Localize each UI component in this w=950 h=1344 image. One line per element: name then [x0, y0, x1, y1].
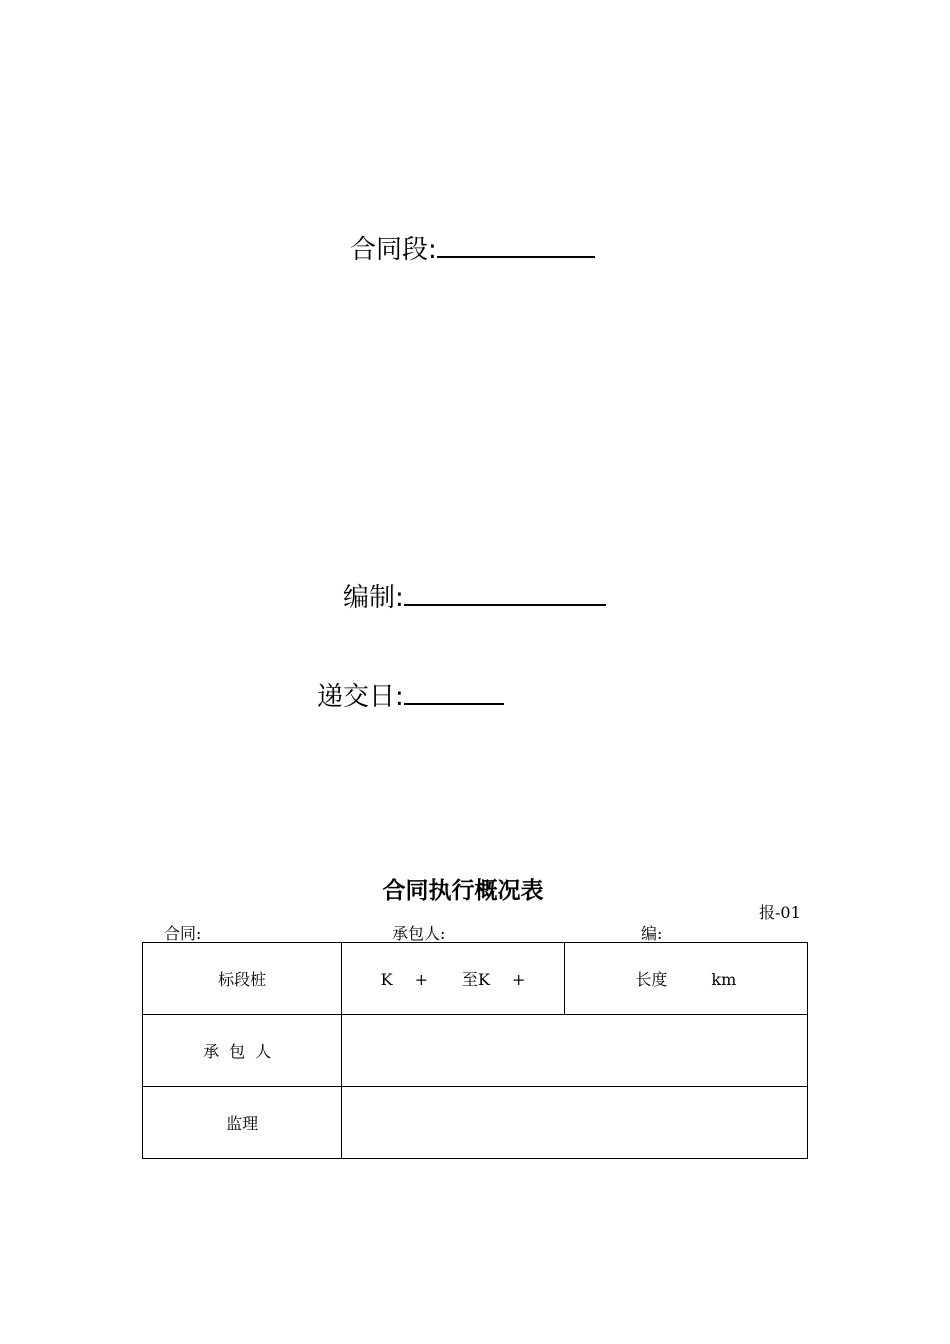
station-from-plus: + — [414, 970, 429, 989]
compiled-by-field — [343, 582, 606, 613]
header-number-label: 编: — [641, 924, 663, 943]
supervisor-value-cell[interactable] — [342, 1087, 808, 1159]
station-to-k: 至K — [462, 970, 490, 989]
length-unit: km — [711, 970, 737, 989]
table-row-station — [143, 943, 808, 1015]
submit-date-label: 递交日: — [317, 682, 404, 712]
header-contractor-label: 承包人: — [392, 924, 446, 943]
contract-section-label: 合同段: — [350, 235, 437, 265]
supervisor-label-cell — [143, 1087, 342, 1159]
form-title: 合同执行概况表 — [382, 878, 544, 904]
table-row-supervisor — [143, 1087, 808, 1159]
station-label-cell — [143, 943, 342, 1015]
station-range-cell[interactable] — [342, 943, 564, 1015]
contractor-value-cell[interactable] — [342, 1015, 808, 1087]
station-label: 标段桩 — [218, 970, 267, 989]
contractor-label: 承包人 — [203, 1042, 282, 1061]
contractor-label-cell — [143, 1015, 342, 1087]
overview-table — [142, 942, 808, 1159]
contract-section-field — [350, 234, 595, 265]
station-to-plus: + — [512, 970, 526, 989]
length-label: 长度 — [635, 970, 668, 989]
header-contract-label: 合同: — [164, 924, 202, 943]
supervisor-label: 监理 — [226, 1114, 259, 1133]
table-row-contractor — [143, 1015, 808, 1087]
form-code: 报-01 — [759, 903, 801, 922]
length-cell[interactable] — [564, 943, 807, 1015]
compiled-by-label: 编制: — [343, 583, 404, 613]
station-from-k: K — [380, 970, 393, 989]
contract-section-blank[interactable] — [437, 234, 595, 258]
submit-date-blank[interactable] — [404, 681, 504, 705]
compiled-by-blank[interactable] — [404, 582, 606, 606]
submit-date-field — [317, 681, 504, 712]
